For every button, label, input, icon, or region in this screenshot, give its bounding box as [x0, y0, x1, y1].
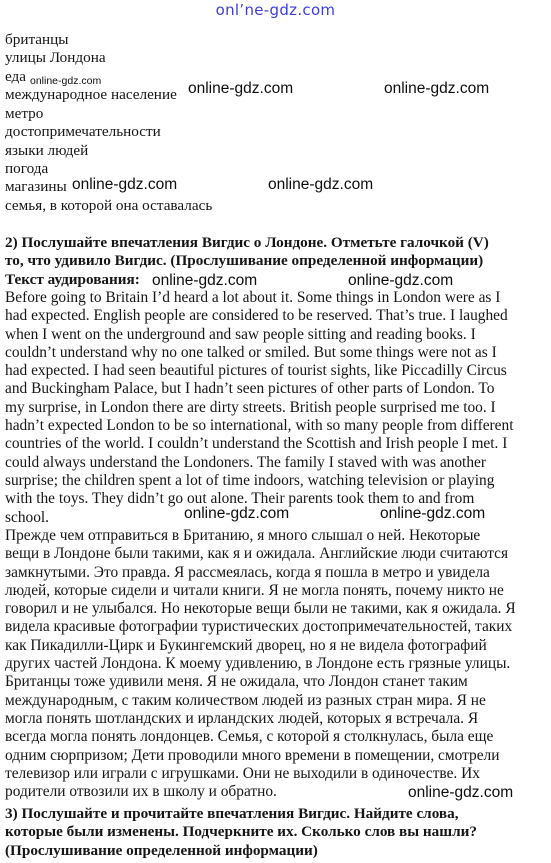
site-watermark: online-gdz.com	[152, 272, 258, 289]
site-watermark: online-gdz.com	[184, 505, 290, 522]
site-watermark: online-gdz.com	[72, 176, 178, 193]
list-item: международное население	[5, 86, 177, 103]
list-item: метро	[5, 105, 44, 122]
english-listening-text: Before going to Britain I’d heard a lot about it. Some things in London were as I had expected. English people are considered to be reserved. That’s true. I laughed when I went on the underground and saw people sitting and reading books. I couldn’t understand why no one talked or smiled. But some things were not as I had expected. I had seen beautiful pictures of tourist sights, like Piccadilly Circus and Buckingham Palace, but I hadn’t seen pictures of other parts of London. To my surprise, in London there are dirty streets. British people surprised me too. I hadn’t expected London to be so international, with so many people from different countries of the world. I couldn’t understand the Scottish and Irish people I met. I could always understand the Londoners. The family I staved with was another surprise; the children spent a lot of time indoors, watching television or playing with the toys. They didn’t go out alone. Their parents took them to and from school.	[5, 289, 514, 526]
site-watermark: online-gdz.com	[268, 176, 374, 193]
task-3-heading: 3) Послушайте и прочитайте впечатления Вигдис. Найдите слова, которые были изменены. Подчеркните их. Сколько слов вы нашли? (Прослушивание определенной информации)	[5, 805, 477, 859]
site-watermark-top: onl’ne-gdz.com	[215, 1, 336, 19]
site-watermark: online-gdz.com	[384, 80, 490, 97]
list-item: магазины	[5, 178, 67, 195]
list-item: достопримечательности	[5, 123, 161, 140]
list-item: семья, в которой она оставалась	[5, 197, 213, 214]
site-watermark: online-gdz.com	[188, 80, 294, 97]
site-watermark: online-gdz.com	[408, 784, 514, 801]
list-item: улицы Лондона	[5, 49, 106, 66]
task-2-heading: 2) Послушайте впечатления Вигдис о Лондоне. Отметьте галочкой (V) то, что удивило Вигдис. (Прослушивание определенной информации)	[5, 234, 489, 270]
list-item: погода	[5, 160, 49, 177]
list-item: британцы	[5, 31, 69, 48]
russian-translation: Прежде чем отправиться в Британию, я много слышал о ней. Некоторые вещи в Лондоне были такими, как я и ожидала. Английские люди считаются замкнутыми. Это правда. Я рассмеялась, когда я пошла в метро и увидела людей, которые сидели и читали книги. Я не могла понять, почему никто не говорил и не улыбался. Но некоторые вещи были не такими, как я ожидала. Я видела красивые фотографии туристических достопримечательностей, таких как Пикадилли-Цирк и Букингемский дворец, но я не видела фотографий других частей Лондона. К моему удивлению, в Лондоне есть грязные улицы. Британцы тоже удивили меня. Я не ожидала, что Лондон станет таким международным, с таким количеством людей из разных стран мира. Я не могла понять шотландских и ирландских людей, которых я встречала. Я всегда могла понять лондонцев. Семья, с которой я столкнулась, была еще одним сюрпризом; Дети проводили много времени в помещении, смотрели телевизор или играли с игрушками. Они не выходили в одиночестве. Их родители отвозили их в школу и обратно.	[5, 527, 516, 801]
site-watermark: online-gdz.com	[348, 272, 454, 289]
list-item: еда	[5, 68, 27, 85]
list-item: языки людей	[5, 142, 89, 159]
listening-text-label: Текст аудирования:	[5, 271, 140, 288]
site-watermark: online-gdz.com	[30, 75, 102, 87]
site-watermark: online-gdz.com	[380, 505, 486, 522]
